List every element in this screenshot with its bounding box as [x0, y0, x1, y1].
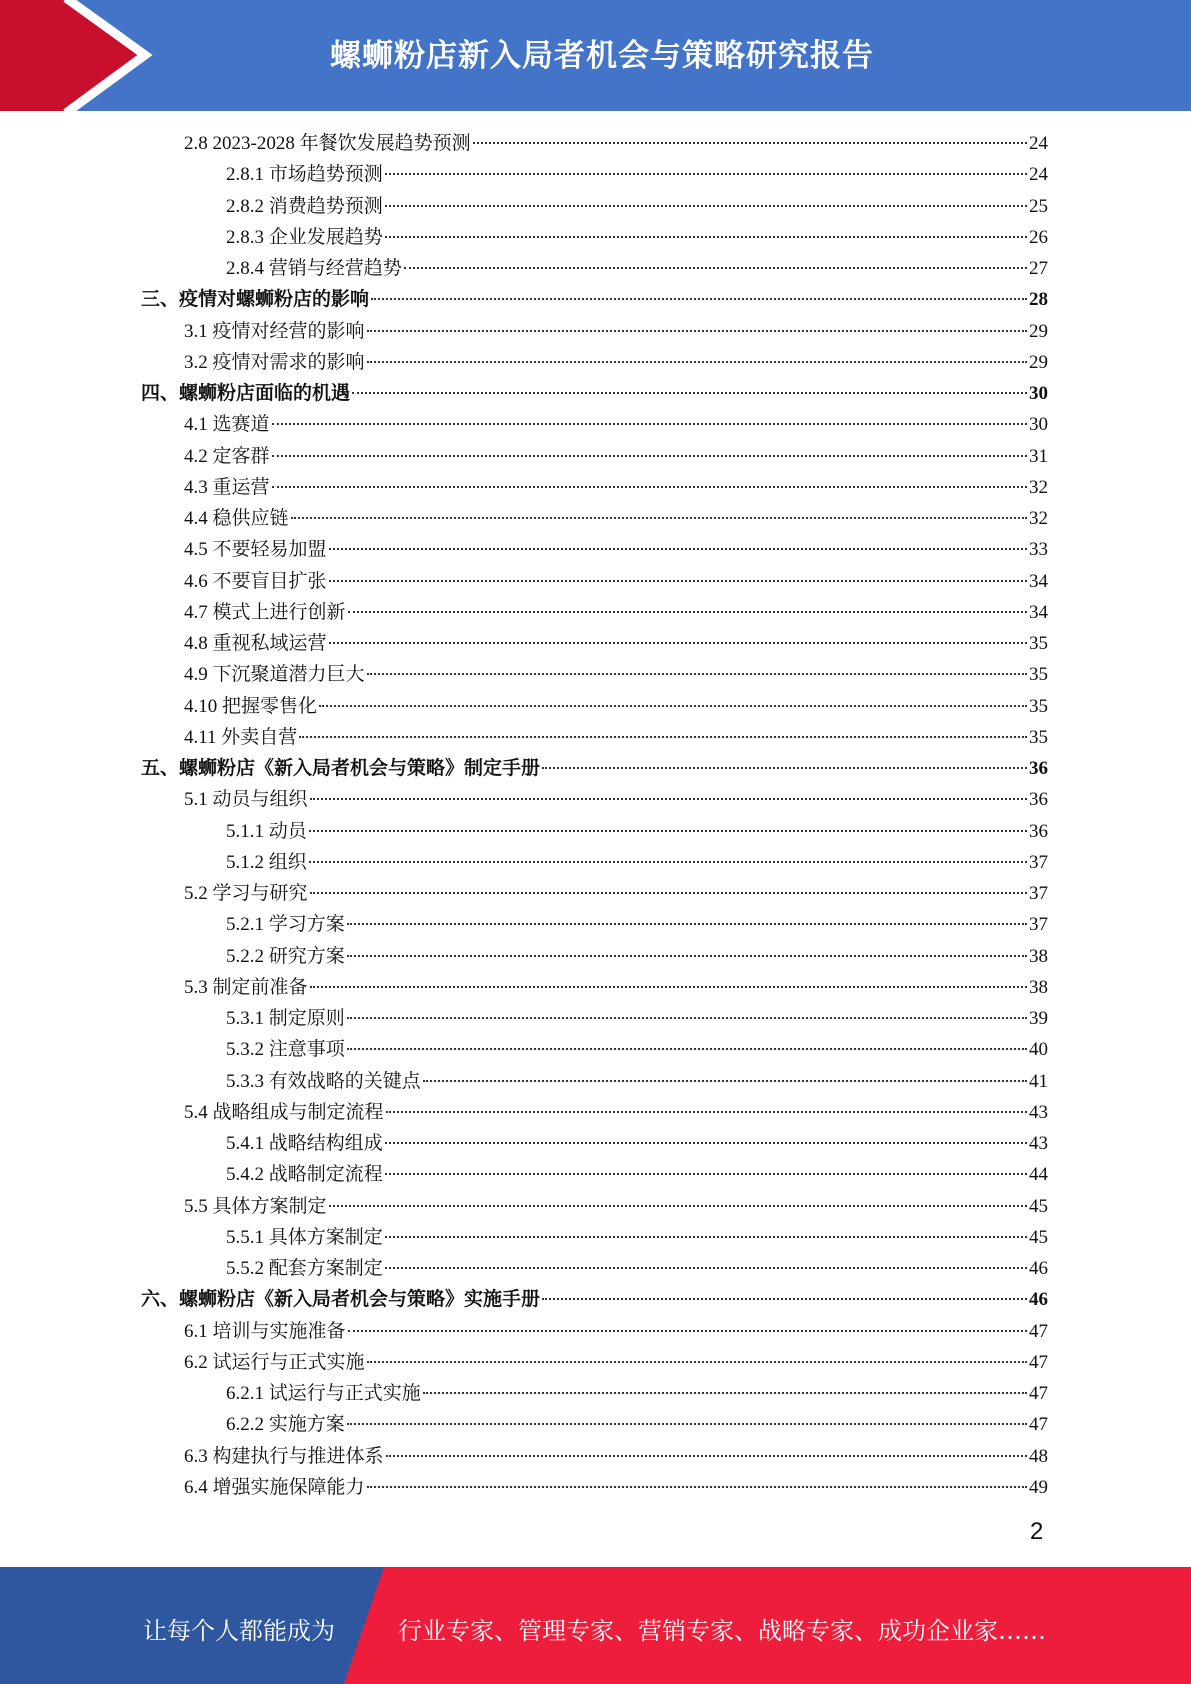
toc-entry[interactable] [141, 909, 1048, 940]
toc-entry[interactable] [141, 1128, 1048, 1159]
toc-entry-page: 25 [1029, 195, 1048, 217]
toc-entry-page: 47 [1029, 1351, 1048, 1373]
page-number: 2 [1030, 1518, 1044, 1545]
toc-entry-label: 4.11 外卖自营 [184, 726, 298, 748]
toc-entry[interactable] [141, 253, 1048, 284]
toc-entry[interactable] [141, 1222, 1048, 1253]
toc-entry[interactable] [141, 1347, 1048, 1378]
toc-entry-page: 35 [1029, 633, 1048, 654]
toc-dot-leader [291, 517, 1027, 519]
toc-entry[interactable] [141, 847, 1048, 878]
toc-entry-label: 5.2.1 学习方案 [226, 914, 345, 936]
toc-entry-page: 24 [1029, 133, 1048, 154]
toc-entry[interactable] [141, 941, 1048, 972]
toc-entry-page: 34 [1029, 601, 1048, 623]
toc-entry-page: 32 [1029, 476, 1048, 498]
footer-slogan-right: 行业专家、管理专家、营销专家、战略专家、成功企业家…… [398, 1617, 1046, 1645]
toc-entry-page: 43 [1029, 1101, 1048, 1123]
toc-dot-leader [385, 173, 1027, 175]
toc-entry-label: 2.8 2023-2028 年餐饮发展趋势预测 [184, 133, 471, 154]
toc-entry-page: 37 [1029, 883, 1048, 904]
toc-entry-page: 35 [1029, 726, 1048, 748]
toc-entry[interactable] [141, 1159, 1048, 1190]
toc-entry-label: 3.1 疫情对经营的影响 [184, 320, 365, 342]
toc-dot-leader [386, 1455, 1027, 1457]
toc-entry-page: 36 [1029, 789, 1048, 811]
toc-entry-label: 6.1 培训与实施准备 [184, 1320, 346, 1342]
toc-entry-page: 30 [1029, 414, 1048, 436]
toc-entry-page: 45 [1029, 1195, 1048, 1217]
toc-entry[interactable] [141, 347, 1048, 378]
toc-entry[interactable] [141, 534, 1048, 565]
toc-entry-label: 4.10 把握零售化 [184, 695, 318, 717]
toc-entry-label: 5.4.1 战略结构组成 [226, 1133, 383, 1154]
toc-entry-page: 24 [1029, 164, 1048, 186]
toc-dot-leader [310, 986, 1027, 988]
toc-entry[interactable] [141, 409, 1048, 440]
report-title: 螺蛳粉店新入局者机会与策略研究报告 [330, 38, 874, 74]
toc-entry-page: 47 [1029, 1414, 1048, 1436]
footer-slogan-left: 让每个人都能成为 [143, 1617, 335, 1645]
toc-dot-leader [329, 548, 1027, 550]
toc-entry-label: 4.8 重视私域运营 [184, 633, 327, 654]
toc-entry[interactable] [141, 472, 1048, 503]
toc-dot-leader [542, 767, 1027, 769]
toc-entry-page: 48 [1029, 1445, 1048, 1467]
toc-entry-label: 5.4.2 战略制定流程 [226, 1164, 383, 1186]
toc-entry-label: 4.3 重运营 [184, 476, 270, 498]
toc-entry-page: 44 [1029, 1164, 1048, 1186]
toc-entry[interactable] [141, 1441, 1048, 1472]
toc-entry-page: 40 [1029, 1039, 1048, 1061]
toc-entry[interactable] [141, 191, 1048, 222]
toc-dot-leader [385, 1142, 1027, 1144]
toc-dot-leader [272, 486, 1027, 488]
toc-dot-leader [367, 361, 1027, 363]
toc-dot-leader [386, 1111, 1027, 1113]
toc-dot-leader [385, 236, 1027, 238]
toc-entry-label: 6.4 增强实施保障能力 [184, 1476, 365, 1498]
toc-entry-page: 32 [1029, 508, 1048, 529]
toc-entry[interactable] [141, 284, 1048, 315]
toc-dot-leader [367, 1361, 1027, 1363]
toc-dot-leader [310, 892, 1027, 894]
toc-entry-label: 5.3.2 注意事项 [226, 1039, 345, 1061]
toc-entry[interactable] [141, 159, 1048, 190]
toc-entry-page: 38 [1029, 976, 1048, 998]
toc-entry[interactable] [141, 628, 1048, 659]
toc-entry-page: 37 [1029, 851, 1048, 873]
toc-entry-label: 5.3.3 有效战略的关键点 [226, 1070, 421, 1092]
toc-dot-leader [348, 1330, 1027, 1332]
toc-entry[interactable] [141, 816, 1048, 847]
toc-entry-label: 六、螺蛳粉店《新入局者机会与策略》实施手册 [141, 1289, 541, 1311]
toc-entry[interactable] [141, 722, 1048, 753]
toc-dot-leader [347, 1423, 1027, 1425]
toc-dot-leader [272, 455, 1027, 457]
toc-entry[interactable] [141, 1097, 1048, 1128]
toc-entry-label: 4.5 不要轻易加盟 [184, 539, 327, 561]
toc-entry-label: 2.8.2 消费趋势预测 [226, 195, 383, 217]
toc-dot-leader [473, 142, 1027, 144]
toc-entry-page: 36 [1029, 820, 1048, 842]
toc-entry-label: 6.2 试运行与正式实施 [184, 1351, 365, 1373]
toc-entry-label: 5.3 制定前准备 [184, 976, 308, 998]
toc-dot-leader [423, 1080, 1027, 1082]
toc-entry-page: 33 [1029, 539, 1048, 561]
toc-entry[interactable] [141, 441, 1048, 472]
toc-dot-leader [347, 1017, 1027, 1019]
toc-entry-label: 4.9 下沉聚道潜力巨大 [184, 664, 365, 686]
page-header [0, 0, 1191, 111]
toc-entry[interactable] [141, 1066, 1048, 1097]
toc-dot-leader [309, 830, 1027, 832]
toc-entry[interactable] [141, 784, 1048, 815]
toc-dot-leader [385, 1236, 1027, 1238]
toc-entry-page: 36 [1029, 758, 1048, 779]
toc-entry-label: 6.3 构建执行与推进体系 [184, 1445, 384, 1467]
toc-dot-leader [299, 736, 1027, 738]
toc-entry-page: 46 [1029, 1258, 1048, 1279]
toc-dot-leader [367, 330, 1027, 332]
toc-entry[interactable] [141, 316, 1048, 347]
toc-entry-page: 35 [1029, 664, 1048, 686]
toc-entry[interactable] [141, 972, 1048, 1003]
toc-entry-page: 39 [1029, 1008, 1048, 1029]
toc-entry-label: 5.1.2 组织 [226, 851, 307, 873]
toc-entry-page: 41 [1029, 1070, 1048, 1092]
toc-entry-label: 6.2.2 实施方案 [226, 1414, 345, 1436]
toc-entry[interactable] [141, 378, 1048, 409]
toc-entry-page: 35 [1029, 695, 1048, 717]
toc-entry-page: 38 [1029, 945, 1048, 967]
toc-entry-page: 46 [1029, 1289, 1048, 1311]
toc-entry[interactable] [141, 1409, 1048, 1440]
toc-dot-leader [347, 955, 1027, 957]
toc-entry[interactable] [141, 128, 1048, 159]
toc-entry-label: 5.1.1 动员 [226, 820, 307, 842]
toc-entry-label: 2.8.3 企业发展趋势 [226, 226, 383, 248]
toc-entry-label: 5.2 学习与研究 [184, 883, 308, 904]
toc-entry-page: 43 [1029, 1133, 1048, 1154]
toc-entry-page: 28 [1029, 289, 1048, 311]
toc-entry-page: 47 [1029, 1383, 1048, 1404]
toc-dot-leader [385, 205, 1027, 207]
toc-entry-page: 37 [1029, 914, 1048, 936]
toc-dot-leader [319, 705, 1027, 707]
table-of-contents [141, 128, 1048, 1503]
toc-entry-page: 47 [1029, 1320, 1048, 1342]
toc-entry-page: 34 [1029, 570, 1048, 592]
toc-dot-leader [423, 1392, 1027, 1394]
toc-entry-label: 四、螺蛳粉店面临的机遇 [141, 383, 351, 404]
toc-entry[interactable] [141, 691, 1048, 722]
toc-entry[interactable] [141, 503, 1048, 534]
toc-dot-leader [347, 923, 1027, 925]
page-footer [0, 1567, 1191, 1684]
toc-entry[interactable] [141, 1316, 1048, 1347]
toc-entry-page: 49 [1029, 1476, 1048, 1498]
toc-dot-leader [272, 423, 1027, 425]
toc-dot-leader [348, 611, 1027, 613]
toc-entry[interactable] [141, 597, 1048, 628]
toc-entry-label: 2.8.4 营销与经营趋势 [226, 258, 402, 279]
toc-entry-label: 五、螺蛳粉店《新入局者机会与策略》制定手册 [141, 758, 541, 779]
toc-entry-page: 30 [1029, 383, 1048, 404]
toc-dot-leader [385, 1267, 1027, 1269]
toc-entry-page: 31 [1029, 445, 1048, 467]
toc-dot-leader [367, 1486, 1027, 1488]
toc-entry[interactable] [141, 659, 1048, 690]
toc-dot-leader [329, 1205, 1027, 1207]
toc-entry-page: 45 [1029, 1226, 1048, 1248]
toc-entry-label: 5.5.1 具体方案制定 [226, 1226, 383, 1248]
toc-entry[interactable] [141, 1284, 1048, 1315]
toc-entry-label: 5.5 具体方案制定 [184, 1195, 327, 1217]
toc-entry-label: 4.6 不要盲目扩张 [184, 570, 327, 592]
toc-dot-leader [352, 392, 1027, 394]
toc-entry[interactable] [141, 222, 1048, 253]
toc-dot-leader [329, 580, 1027, 582]
toc-entry-label: 三、疫情对螺蛳粉店的影响 [141, 289, 370, 311]
toc-entry-page: 26 [1029, 226, 1048, 248]
toc-entry[interactable] [141, 1191, 1048, 1222]
toc-entry[interactable] [141, 1472, 1048, 1503]
toc-entry-label: 2.8.1 市场趋势预测 [226, 164, 383, 186]
toc-entry-label: 5.2.2 研究方案 [226, 945, 345, 967]
toc-entry-label: 4.7 模式上进行创新 [184, 601, 346, 623]
toc-entry-page: 29 [1029, 351, 1048, 373]
toc-entry[interactable] [141, 566, 1048, 597]
toc-dot-leader [404, 267, 1027, 269]
toc-entry-label: 6.2.1 试运行与正式实施 [226, 1383, 421, 1404]
toc-dot-leader [367, 673, 1027, 675]
toc-entry-label: 5.5.2 配套方案制定 [226, 1258, 383, 1279]
toc-entry-label: 5.1 动员与组织 [184, 789, 308, 811]
toc-dot-leader [385, 1173, 1027, 1175]
toc-entry-label: 3.2 疫情对需求的影响 [184, 351, 365, 373]
toc-dot-leader [371, 298, 1027, 300]
toc-dot-leader [542, 1298, 1027, 1300]
toc-entry-label: 4.1 选赛道 [184, 414, 270, 436]
toc-dot-leader [310, 798, 1027, 800]
toc-entry-label: 4.4 稳供应链 [184, 508, 289, 529]
toc-entry[interactable] [141, 753, 1048, 784]
toc-entry-page: 27 [1029, 258, 1048, 279]
toc-dot-leader [329, 642, 1027, 644]
toc-entry-page: 29 [1029, 320, 1048, 342]
toc-entry-label: 4.2 定客群 [184, 445, 270, 467]
toc-entry[interactable] [141, 878, 1048, 909]
toc-entry[interactable] [141, 1378, 1048, 1409]
toc-dot-leader [347, 1048, 1027, 1050]
toc-entry[interactable] [141, 1003, 1048, 1034]
toc-dot-leader [309, 861, 1027, 863]
toc-entry-label: 5.3.1 制定原则 [226, 1008, 345, 1029]
toc-entry[interactable] [141, 1253, 1048, 1284]
toc-entry-label: 5.4 战略组成与制定流程 [184, 1101, 384, 1123]
toc-entry[interactable] [141, 1034, 1048, 1065]
